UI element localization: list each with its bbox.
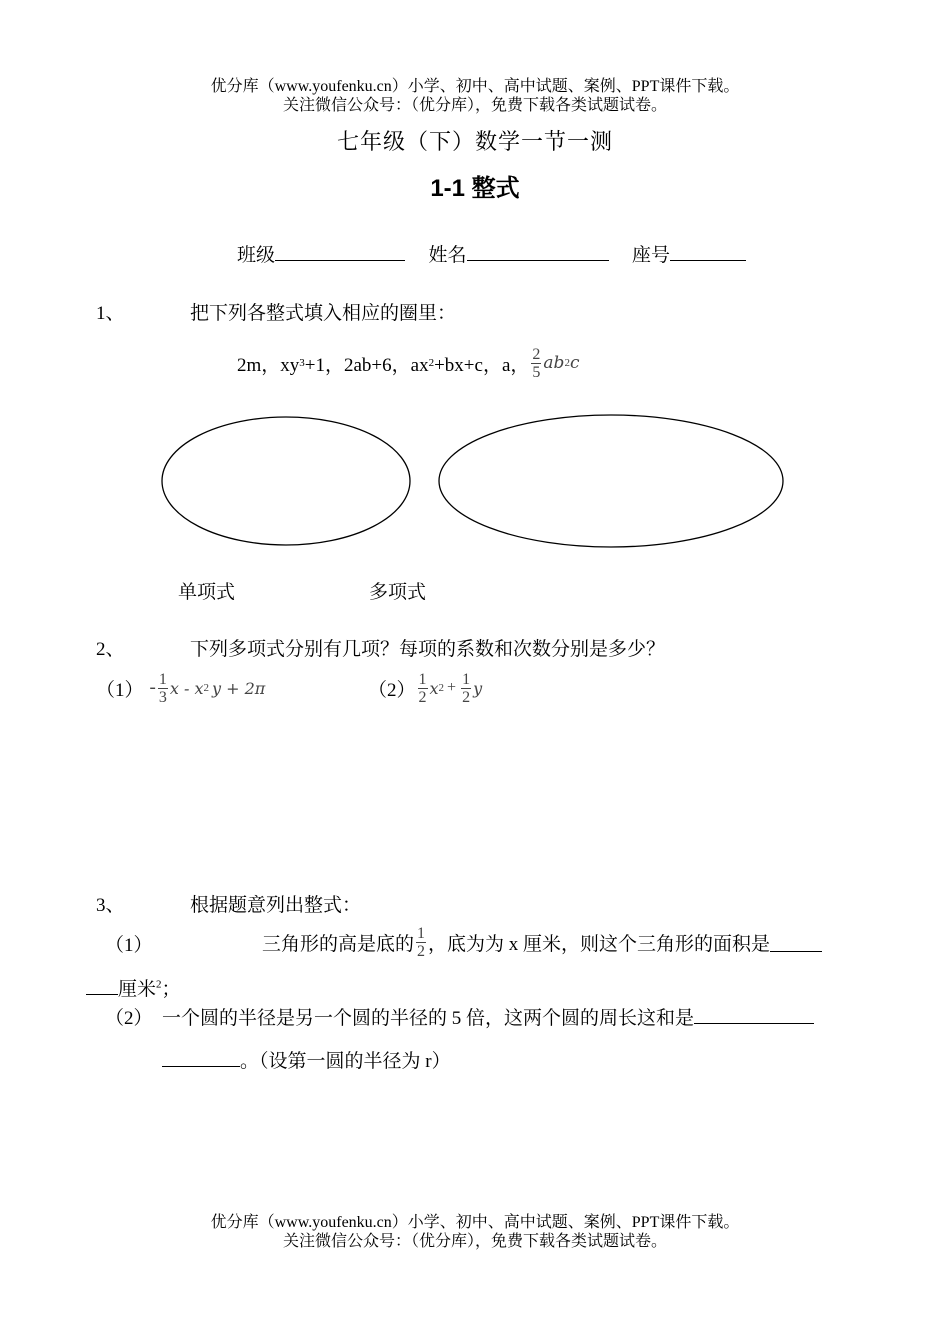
q3-p2-label: （2） <box>105 1008 153 1029</box>
q2-p2-num1: 1 <box>418 670 427 688</box>
page-subtitle: 1-1 整式 <box>430 175 520 202</box>
q2-prompt: 下列多项式分别有几项？每项的系数和次数分别是多少？ <box>190 639 666 660</box>
q1-frac-tail-end: c <box>569 353 580 373</box>
circles-area <box>150 410 800 560</box>
q2-p1-sup: 2 <box>203 682 209 694</box>
q1-number: 1、 <box>96 303 125 324</box>
q3-part2-line2 <box>162 1046 451 1073</box>
q2-part2 <box>368 666 482 710</box>
q1-frac-tail-sup: 2 <box>564 357 570 369</box>
q3-p1-end: ； <box>161 979 181 1000</box>
q1-frac-num: 2 <box>532 345 541 363</box>
q3-p1-blank-b[interactable] <box>86 976 118 995</box>
q3-p2-blank-a[interactable] <box>694 1005 814 1024</box>
footer-line-1: 优分库（www.youfenku.cn）小学、初中、高中试题、案例、PPT课件下载。 <box>210 1214 740 1231</box>
q3-p1-label: （1） <box>105 935 153 956</box>
q3-number: 3、 <box>96 895 125 916</box>
q3-p1-text-a: 三角形的高是底的 <box>262 933 415 955</box>
q1-expr-part2: +1，2ab+6，ax <box>304 354 429 376</box>
polynomial-circle[interactable] <box>439 415 783 547</box>
class-blank[interactable] <box>275 242 405 261</box>
q1-prompt: 把下列各整式填入相应的圈里： <box>190 303 457 324</box>
q3-prompt: 根据题意列出整式： <box>190 895 362 916</box>
q3-p1-fraction <box>416 925 426 960</box>
q1-expr-sup2: 2 <box>428 357 435 369</box>
q1-expr-sup1: 3 <box>299 357 305 369</box>
q2-number: 2、 <box>96 639 125 660</box>
q2-p1-rest-a: x - x <box>169 678 204 698</box>
q3-p2-tail: 。（设第一圆的半径为 r） <box>240 1051 451 1072</box>
q1-frac-tail: ab <box>543 353 565 373</box>
q2-p2-fraction-2 <box>461 671 471 706</box>
monomial-circle[interactable] <box>162 417 410 545</box>
q3-p2-text: 一个圆的半径是另一个圆的半径的 5 倍，这两个圆的周长这和是 <box>162 1008 695 1029</box>
q2-p1-sign: - <box>149 677 156 698</box>
q3-p1-num: 1 <box>417 924 426 942</box>
header-line-2: 关注微信公众号：（优分库），免费下载各类试题试卷。 <box>282 97 667 114</box>
q1-fraction <box>531 346 541 381</box>
footer-line-2: 关注微信公众号：（优分库），免费下载各类试题试卷。 <box>282 1233 667 1250</box>
class-label: 班级 <box>237 245 276 266</box>
q3-part1-line2 <box>86 974 181 1001</box>
q2-p2-label: （2） <box>368 679 416 701</box>
q2-p1-rest-b: y + 2π <box>211 678 266 698</box>
q2-p2-den1: 2 <box>418 688 427 706</box>
q1-expressions <box>237 340 579 386</box>
name-label: 姓名 <box>428 245 467 266</box>
q2-p2-den2: 2 <box>462 688 471 706</box>
q2-p2-y: y <box>473 678 483 698</box>
info-line <box>237 240 746 267</box>
q2-p2-sup: 2 <box>438 682 445 694</box>
q3-p1-blank-a[interactable] <box>770 933 822 952</box>
q3-p1-den: 2 <box>417 942 426 960</box>
q3-p1-unit: 厘米 <box>118 979 157 1000</box>
q2-p1-den: 3 <box>158 688 167 706</box>
q3-p2-blank-b[interactable] <box>162 1048 240 1067</box>
header-line-1: 优分库（www.youfenku.cn）小学、初中、高中试题、案例、PPT课件下载。 <box>210 78 740 95</box>
q3-part1-line <box>262 918 822 966</box>
q3-p1-text-b: ，底为为 x 厘米，则这个三角形的面积是 <box>428 933 771 955</box>
q2-p2-x: x <box>429 678 439 698</box>
q3-p1-unit-sup: 2 <box>156 978 162 991</box>
name-blank[interactable] <box>467 242 609 261</box>
q3-part2-line <box>162 1003 814 1030</box>
seat-label: 座号 <box>632 245 671 266</box>
q2-part1 <box>96 666 265 710</box>
q2-p2-num2: 1 <box>462 670 471 688</box>
seat-blank[interactable] <box>670 242 746 261</box>
q2-p1-label: （1） <box>96 679 144 701</box>
monomial-label: 单项式 <box>178 582 236 603</box>
q2-p2-fraction-1 <box>418 671 428 706</box>
polynomial-label: 多项式 <box>369 582 427 603</box>
q2-p1-num: 1 <box>158 670 167 688</box>
q1-expr-part1: 2m，xy <box>237 354 300 376</box>
page-title: 七年级（下）数学一节一测 <box>336 129 613 154</box>
q1-frac-den: 5 <box>532 363 541 381</box>
q2-p2-plus: + <box>447 679 457 696</box>
q1-expr-part3: +bx+c，a， <box>434 354 530 376</box>
q2-p1-fraction <box>158 671 168 706</box>
